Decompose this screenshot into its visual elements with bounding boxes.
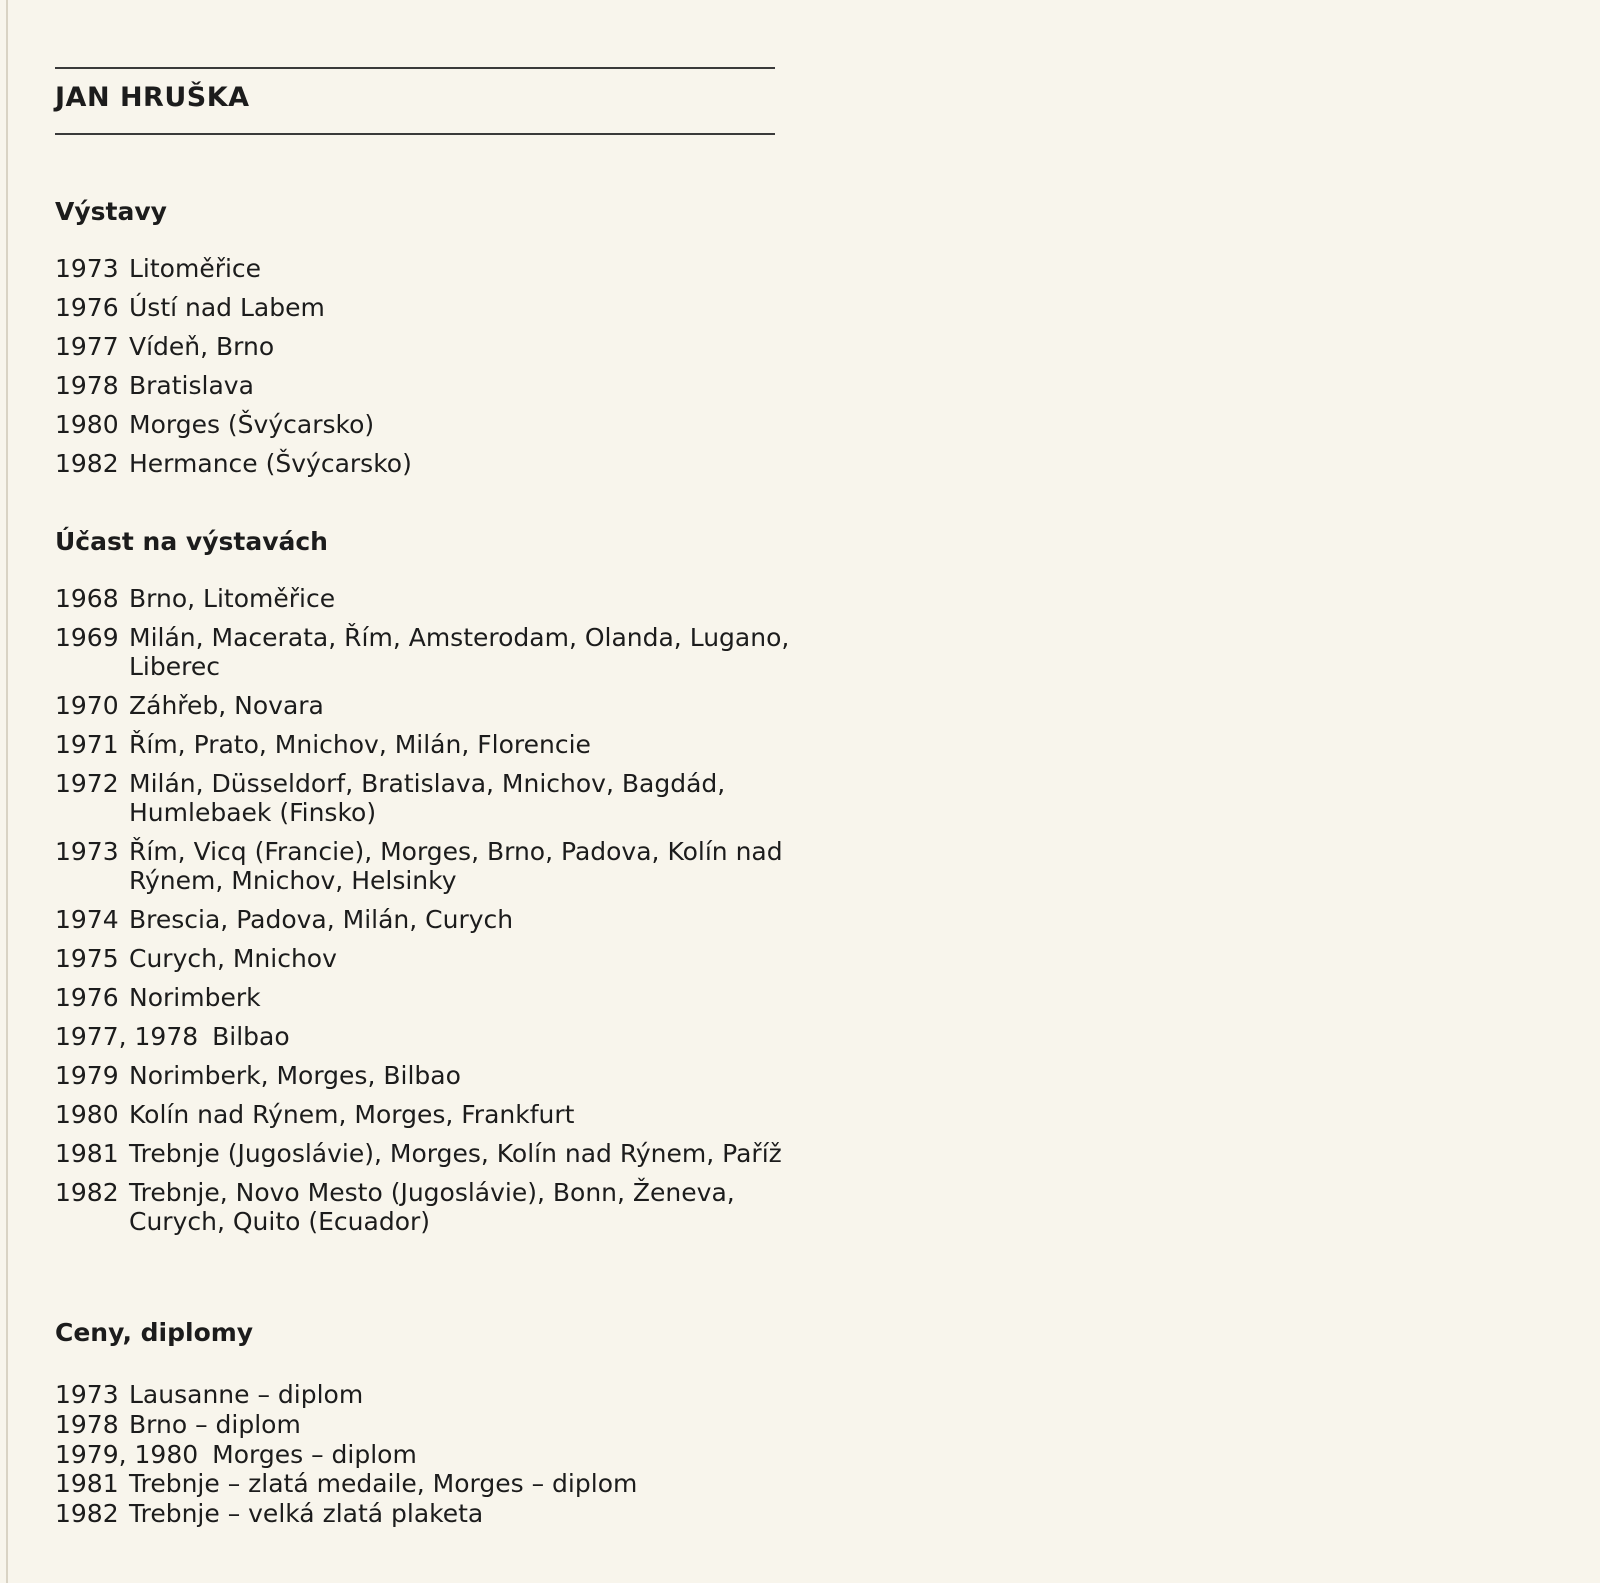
- entry-year: 1970: [55, 691, 119, 720]
- entry-year: 1979: [55, 1061, 119, 1090]
- list-item: [55, 584, 795, 613]
- list-item: [55, 253, 795, 292]
- entry-text: Milán, Düsseldorf, Bratislava, Mnichov, Bagdád, Humlebaek (Finsko): [129, 769, 726, 827]
- list-item: [55, 691, 795, 720]
- entry-year: 1973: [55, 1380, 119, 1409]
- entry-text: Trebnje, Novo Mesto (Jugoslávie), Bonn, Ženeva, Curych, Quito (Ecuador): [129, 1178, 735, 1236]
- entry-year: 1977: [55, 332, 119, 361]
- entry-year: 1973: [55, 837, 119, 866]
- entry-text: Curych, Mnichov: [129, 944, 337, 973]
- artist-name: JAN HRUŠKA: [55, 82, 250, 113]
- entry-year: 1971: [55, 730, 119, 759]
- entry-year: 1981: [55, 1139, 119, 1168]
- entry-year: 1981: [55, 1469, 119, 1499]
- entry-text: Milán, Macerata, Řím, Amsterodam, Olanda, Lugano, Liberec: [129, 623, 790, 681]
- solo-exhibitions-list: [55, 253, 795, 487]
- entry-text: Bilbao: [212, 1022, 290, 1051]
- entry-year: 1980: [55, 1100, 119, 1129]
- list-item: [55, 292, 795, 331]
- list-item: [55, 1139, 795, 1168]
- solo-exhibitions-heading: Výstavy: [55, 197, 167, 226]
- entry-text: Řím, Prato, Mnichov, Milán, Florencie: [129, 730, 591, 759]
- list-item: [55, 1469, 795, 1499]
- page-edge: [6, 0, 8, 1583]
- entry-year: 1982: [55, 1178, 119, 1207]
- entry-text: Bratislava: [129, 371, 254, 400]
- entry-year: 1980: [55, 410, 119, 439]
- entry-text: Norimberk: [129, 983, 261, 1012]
- entry-year: 1977, 1978: [55, 1022, 199, 1051]
- entry-text: Trebnje – velká zlatá plaketa: [129, 1499, 484, 1529]
- bottom-rule: [55, 133, 775, 135]
- list-item: [55, 331, 795, 370]
- entry-text: Morges (Švýcarsko): [129, 410, 375, 439]
- entry-year: 1975: [55, 944, 119, 973]
- entry-text: Litoměřice: [129, 254, 262, 283]
- list-item: [55, 944, 795, 973]
- entry-text: Brno – diplom: [129, 1409, 301, 1439]
- list-item: [55, 983, 795, 1012]
- entry-text: Vídeň, Brno: [129, 332, 275, 361]
- list-item: [55, 1178, 795, 1236]
- entry-year: 1979, 1980: [55, 1439, 199, 1469]
- list-item: [55, 1100, 795, 1129]
- list-item: [55, 1022, 795, 1051]
- entry-text: Brescia, Padova, Milán, Curych: [129, 905, 514, 934]
- list-item: [55, 769, 795, 827]
- list-item: [55, 1061, 795, 1090]
- entry-text: Trebnje (Jugoslávie), Morges, Kolín nad Rýnem, Paříž: [129, 1139, 782, 1168]
- entry-text: Kolín nad Rýnem, Morges, Frankfurt: [129, 1100, 575, 1129]
- list-item: [55, 837, 795, 895]
- entry-year: 1968: [55, 584, 119, 613]
- group-exhibitions-list: [55, 584, 795, 1246]
- entry-year: 1969: [55, 623, 119, 652]
- list-item: [55, 1380, 795, 1410]
- group-exhibitions-heading: Účast na výstavách: [55, 527, 328, 556]
- list-item: [55, 623, 795, 681]
- entry-text: Ústí nad Labem: [129, 293, 325, 322]
- list-item: [55, 905, 795, 934]
- entry-year: 1978: [55, 371, 119, 400]
- entry-text: Hermance (Švýcarsko): [129, 449, 412, 478]
- entry-year: 1974: [55, 905, 119, 934]
- list-item: [55, 730, 795, 759]
- entry-year: 1976: [55, 983, 119, 1012]
- entry-text: Lausanne – diplom: [129, 1380, 364, 1409]
- list-item: [55, 1499, 795, 1529]
- entry-year: 1982: [55, 449, 119, 478]
- list-item: [55, 448, 795, 487]
- top-rule: [55, 67, 775, 69]
- entry-year: 1976: [55, 293, 119, 322]
- awards-list: [55, 1380, 795, 1529]
- entry-text: Morges – diplom: [212, 1439, 417, 1469]
- entry-year: 1982: [55, 1499, 119, 1529]
- entry-text: Trebnje – zlatá medaile, Morges – diplom: [129, 1469, 638, 1499]
- list-item: [55, 1410, 795, 1440]
- entry-text: Záhřeb, Novara: [129, 691, 324, 720]
- entry-year: 1973: [55, 254, 119, 283]
- entry-text: Řím, Vicq (Francie), Morges, Brno, Padova, Kolín nad Rýnem, Mnichov, Helsinky: [129, 837, 783, 895]
- entry-year: 1978: [55, 1409, 119, 1439]
- entry-year: 1972: [55, 769, 119, 798]
- entry-text: Brno, Litoměřice: [129, 584, 336, 613]
- awards-heading: Ceny, diplomy: [55, 1318, 254, 1347]
- list-item: [55, 409, 795, 448]
- list-item: [55, 1440, 795, 1470]
- entry-text: Norimberk, Morges, Bilbao: [129, 1061, 461, 1090]
- list-item: [55, 370, 795, 409]
